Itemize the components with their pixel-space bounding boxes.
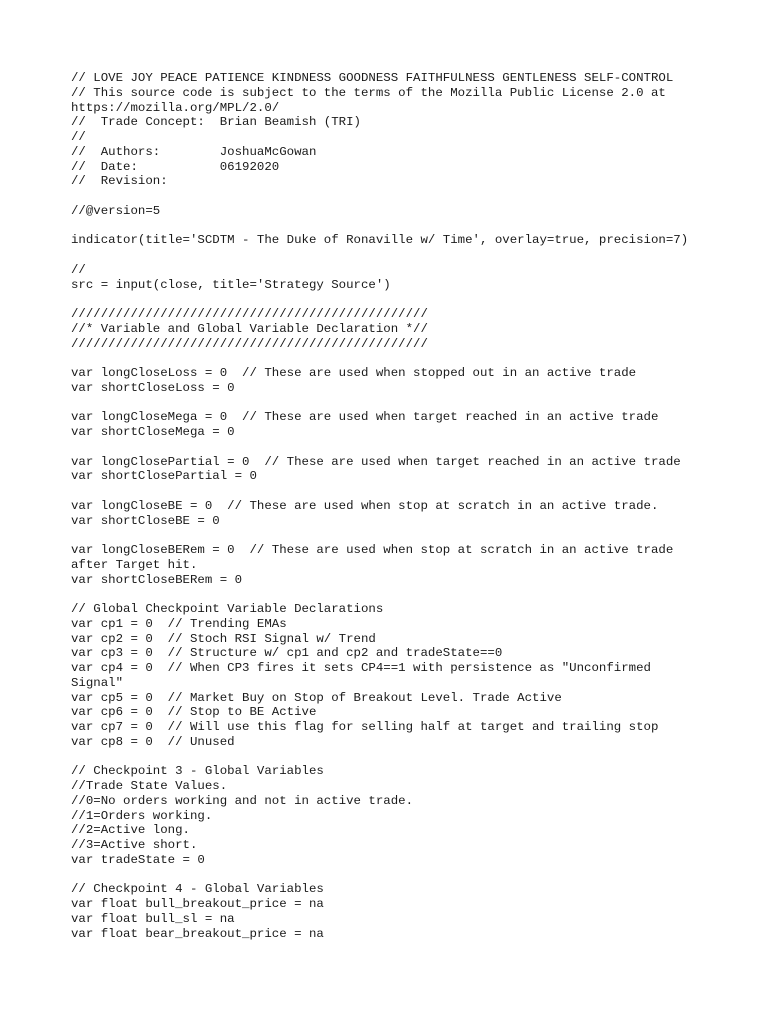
blank-line	[71, 396, 711, 411]
blank-line	[71, 484, 711, 499]
code-line: //	[71, 262, 86, 277]
code-line: // Date: 06192020	[71, 159, 280, 174]
code-line: var cp6 = 0 // Stop to BE Active	[71, 705, 317, 720]
code-line: ////////////////////////////////////////////////	[71, 336, 428, 351]
code-line: src = input(close, title='Strategy Source')	[71, 277, 391, 292]
code-line: //3=Active short.	[71, 838, 198, 852]
code-line: var shortCloseBERem = 0	[71, 572, 243, 587]
blank-line	[71, 587, 711, 602]
blank-line	[71, 219, 711, 234]
code-line: var cp8 = 0 // Unused	[71, 734, 235, 749]
code-line: var longCloseBE = 0 // These are used when stop at scratch in an active trade.	[71, 498, 659, 513]
code-line: //2=Active long.	[71, 823, 190, 838]
code-line: var cp4 = 0 // When CP3 fires it sets CP4==1 with persistence as "Unconfirmed	[71, 661, 651, 675]
code-line: var cp3 = 0 // Structure w/ cp1 and cp2 and tradeState==0	[71, 646, 503, 661]
code-line: //@version=5	[71, 203, 161, 218]
code-line: //* Variable and Global Variable Declaration *//	[71, 321, 428, 336]
code-line: //0=No orders working and not in active trade.	[71, 793, 414, 808]
code-line: var shortCloseLoss = 0	[71, 380, 235, 395]
code-line: indicator(title='SCDTM - The Duke of Ronaville w/ Time', overlay=true, precision=7)	[71, 233, 689, 248]
blank-line	[71, 248, 711, 263]
code-line: var longCloseMega = 0 // These are used when target reached in an active trade	[71, 410, 659, 425]
code-line: //Trade State Values.	[71, 779, 228, 793]
code-line: ////////////////////////////////////////////////	[71, 307, 428, 321]
code-line: //1=Orders working.	[71, 808, 213, 823]
blank-line	[71, 528, 711, 543]
blank-line	[71, 292, 711, 307]
code-line: var float bear_breakout_price = na	[71, 926, 324, 941]
code-line: var shortCloseBE = 0	[71, 513, 220, 528]
code-line: var cp7 = 0 // Will use this flag for selling half at target and trailing stop	[71, 720, 659, 734]
blank-line	[71, 351, 711, 366]
code-line: var longCloseLoss = 0 // These are used when stopped out in an active trade	[71, 366, 637, 380]
code-line: // Revision:	[71, 174, 168, 189]
code-line: // Authors: JoshuaMcGowan	[71, 144, 317, 159]
code-line: // Checkpoint 4 - Global Variables	[71, 882, 324, 897]
code-line: // Trade Concept: Brian Beamish (TRI)	[71, 115, 361, 130]
code-line: var tradeState = 0	[71, 852, 205, 867]
code-line: var cp2 = 0 // Stoch RSI Signal w/ Trend	[71, 631, 376, 646]
code-line: // This source code is subject to the terms of the Mozilla Public License 2.0 at	[71, 85, 666, 100]
code-line: //	[71, 130, 86, 144]
code-line: var cp5 = 0 // Market Buy on Stop of Breakout Level. Trade Active	[71, 690, 562, 705]
code-line: Signal"	[71, 675, 124, 690]
code-line: var cp1 = 0 // Trending EMAs	[71, 616, 287, 631]
code-line: // Checkpoint 3 - Global Variables	[71, 764, 324, 779]
blank-line	[71, 440, 711, 455]
code-line: // Global Checkpoint Variable Declarations	[71, 602, 384, 616]
code-line: after Target hit.	[71, 557, 198, 572]
blank-line	[71, 750, 711, 765]
code-line: var longClosePartial = 0 // These are used when target reached in an active trade	[71, 454, 681, 469]
code-line: var longCloseBERem = 0 // These are used when stop at scratch in an active trade	[71, 543, 674, 557]
blank-line	[71, 868, 711, 883]
code-line: https://mozilla.org/MPL/2.0/	[71, 100, 280, 115]
code-line: var shortCloseMega = 0	[71, 425, 235, 439]
code-line: var float bull_sl = na	[71, 911, 235, 926]
code-listing	[71, 71, 711, 941]
blank-line	[71, 189, 711, 204]
code-line: var float bull_breakout_price = na	[71, 897, 324, 911]
code-line: // LOVE JOY PEACE PATIENCE KINDNESS GOODNESS FAITHFULNESS GENTLENESS SELF-CONTROL	[71, 71, 674, 85]
code-line: var shortClosePartial = 0	[71, 469, 257, 484]
